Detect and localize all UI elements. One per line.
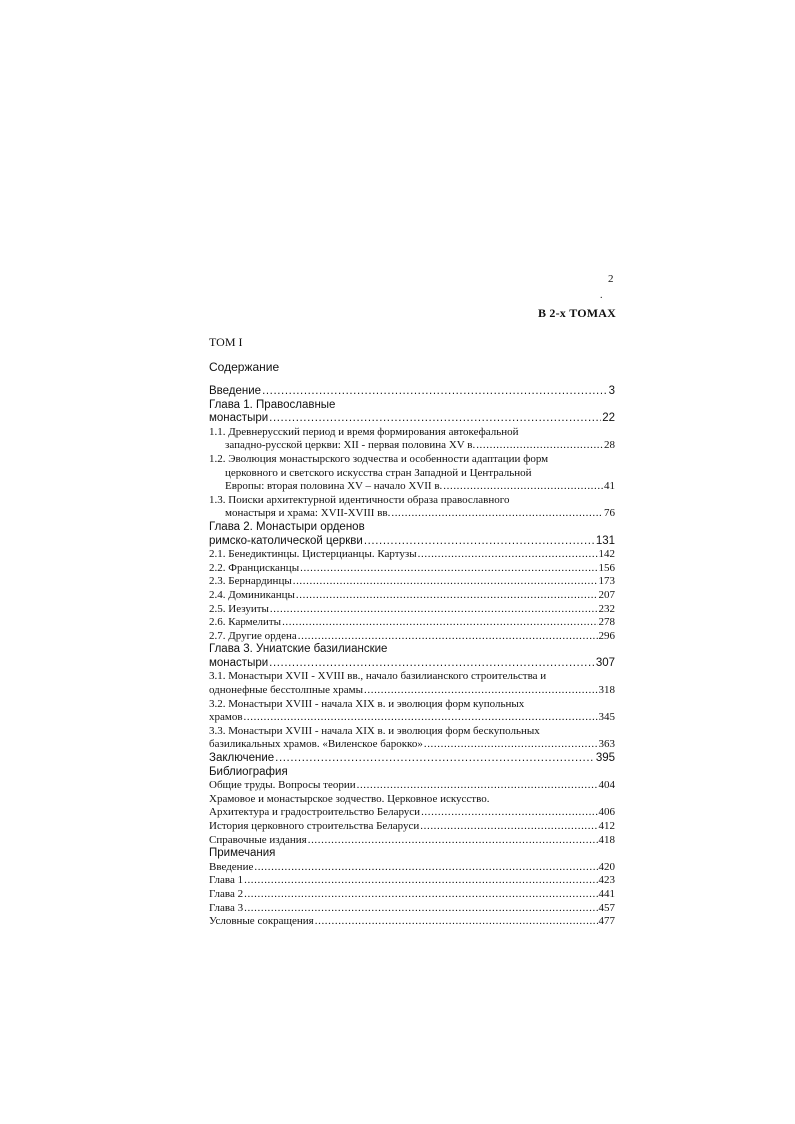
- toc-entry: [209, 806, 615, 820]
- toc-entry-title: 2.4. Доминиканцы: [209, 588, 295, 601]
- toc-entry-page: 207: [598, 588, 615, 601]
- dot-leader: [270, 603, 598, 617]
- toc-entry-title: монастыри: [209, 656, 269, 669]
- toc-entry-title: храмов: [209, 711, 243, 724]
- toc-entry: [209, 902, 615, 916]
- toc-entry-title: 2.1. Бенедиктинцы. Цистерцианцы. Картузы: [209, 548, 417, 561]
- toc-entry: [209, 657, 615, 671]
- toc-entry: [209, 426, 615, 440]
- toc-entry-title: Заключение: [209, 752, 275, 765]
- dot-leader: [420, 820, 597, 834]
- dot-leader: [269, 412, 601, 426]
- dot-leader: [300, 562, 597, 576]
- dot-leader: [244, 888, 597, 902]
- toc-entry: [209, 684, 615, 698]
- dot-leader: [282, 616, 597, 630]
- dot-leader: [293, 575, 598, 589]
- toc-entry-title: Глава 2. Монастыри орденов: [209, 520, 365, 533]
- dot-leader: [421, 806, 597, 820]
- toc-entry-title: монастыря и храма: XVII-XVIII вв.: [225, 507, 391, 520]
- toc-entry-title: Глава 1. Православные: [209, 398, 336, 411]
- contents-heading: Содержание: [209, 360, 280, 374]
- dot-leader: [269, 657, 595, 671]
- dot-leader: [357, 779, 598, 793]
- toc-entry-title: Европы: вторая половина XV – начало XVII в.: [225, 480, 443, 493]
- toc-entry-page: 420: [598, 860, 615, 873]
- toc-entry: [209, 874, 615, 888]
- toc-entry-page: 318: [598, 684, 615, 697]
- toc-entry: [209, 399, 615, 413]
- table-of-contents: [209, 385, 615, 929]
- toc-entry-page: 142: [598, 548, 615, 561]
- toc-entry: [209, 643, 615, 657]
- toc-entry-page: 3: [608, 385, 615, 397]
- dot-leader: [418, 548, 598, 562]
- toc-entry: [209, 616, 615, 630]
- toc-entry-page: 156: [598, 561, 615, 574]
- toc-entry-page: 296: [598, 629, 615, 642]
- toc-entry-title: 2.7. Другие ордена: [209, 629, 297, 642]
- toc-entry: [209, 888, 615, 902]
- toc-entry: [209, 847, 615, 861]
- toc-entry: [209, 603, 615, 617]
- dot-leader: [254, 861, 597, 875]
- toc-entry: [209, 698, 615, 712]
- toc-entry: [209, 861, 615, 875]
- toc-entry: [209, 779, 615, 793]
- toc-entry: [209, 494, 615, 508]
- toc-entry-title: 3.1. Монастыри XVII - XVIII вв., начало базилианского строительства и: [209, 670, 547, 683]
- toc-entry-page: 232: [598, 602, 615, 615]
- toc-entry-page: 76: [604, 507, 615, 520]
- dot-leader: [244, 902, 597, 916]
- toc-entry: [209, 725, 615, 739]
- dot-leader: [424, 738, 598, 752]
- toc-entry-title: базиликальных храмов. «Виленское барокко»: [209, 738, 423, 751]
- toc-entry-title: 1.3. Поиски архитектурной идентичности образа православного: [209, 493, 510, 506]
- toc-entry-title: Глава 3. Униатские базилианские: [209, 643, 388, 656]
- toc-entry: [209, 793, 615, 807]
- toc-entry-page: 441: [598, 887, 615, 900]
- toc-entry-page: 345: [598, 711, 615, 724]
- toc-entry: [209, 562, 615, 576]
- toc-entry: [209, 711, 615, 725]
- toc-entry-title: 2.3. Бернардинцы: [209, 575, 292, 588]
- toc-entry-title: 3.2. Монастыри XVIII - начала XIX в. и эволюция форм купольных: [209, 697, 525, 710]
- toc-entry-title: 2.2. Францисканцы: [209, 561, 300, 574]
- toc-entry-page: 418: [598, 833, 615, 846]
- dot-leader: [443, 480, 603, 494]
- toc-entry-title: Общие труды. Вопросы теории: [209, 779, 356, 792]
- toc-entry-title: 1.1. Древнерусский период и время формирования автокефальной: [209, 425, 519, 438]
- toc-entry-title: Справочные издания: [209, 833, 307, 846]
- toc-entry-title: Примечания: [209, 847, 276, 860]
- toc-entry-title: Глава 3: [209, 901, 244, 914]
- toc-entry-page: 404: [598, 779, 615, 792]
- toc-entry: [209, 630, 615, 644]
- dot-leader: [391, 507, 603, 521]
- toc-entry-page: 363: [598, 738, 615, 751]
- toc-entry: [209, 670, 615, 684]
- toc-entry-page: 457: [598, 901, 615, 914]
- toc-entry-title: однонефные бесстолпные храмы: [209, 684, 364, 697]
- toc-entry: [209, 752, 615, 766]
- toc-entry-page: 423: [598, 874, 615, 887]
- toc-entry-page: 278: [598, 616, 615, 629]
- toc-entry: [209, 453, 615, 467]
- toc-entry: [209, 439, 615, 453]
- toc-entry-page: 412: [598, 820, 615, 832]
- toc-entry: [209, 385, 615, 399]
- dot-leader: [262, 385, 608, 399]
- toc-entry: [209, 738, 615, 752]
- toc-entry: [209, 467, 615, 481]
- toc-entry-page: 131: [595, 534, 615, 547]
- toc-entry-title: 3.3. Монастыри XVIII - начала XIX в. и эволюция форм бескупольных: [209, 724, 540, 737]
- toc-entry-title: 1.2. Эволюция монастырского зодчества и особенности адаптации форм: [209, 452, 549, 465]
- toc-entry-page: 28: [604, 439, 615, 452]
- toc-entry-title: Архитектура и градостроительство Беларуси: [209, 806, 421, 819]
- toc-entry-page: 395: [595, 752, 615, 765]
- toc-entry: [209, 521, 615, 535]
- toc-entry-title: римско-католической церкви: [209, 534, 363, 547]
- dot-leader: [244, 711, 598, 725]
- toc-entry-title: Глава 2: [209, 887, 244, 900]
- toc-entry: [209, 915, 615, 929]
- dot-leader: [308, 834, 598, 848]
- toc-entry-title: Введение: [209, 385, 262, 397]
- dot-leader: [315, 915, 598, 929]
- dot-mark: .: [600, 290, 603, 301]
- toc-entry-title: 2.5. Иезуиты: [209, 602, 269, 615]
- toc-entry: [209, 589, 615, 603]
- volume-title: ТОМ I: [209, 335, 243, 349]
- toc-entry-title: церковного и светского искусства стран Западной и Центральной: [225, 466, 532, 479]
- toc-entry-page: 41: [604, 480, 615, 493]
- toc-entry: [209, 766, 615, 780]
- toc-entry-title: монастыри: [209, 412, 269, 425]
- toc-entry-title: Библиография: [209, 765, 288, 778]
- dot-leader: [476, 439, 603, 453]
- dot-leader: [364, 684, 597, 698]
- dot-leader: [244, 874, 597, 888]
- volumes-heading: В 2-х ТОМАХ: [538, 306, 617, 320]
- toc-entry: [209, 834, 615, 848]
- toc-entry: [209, 820, 615, 834]
- toc-entry: [209, 575, 615, 589]
- toc-entry-title: Условные сокращения: [209, 915, 314, 928]
- toc-entry-title: Храмовое и монастырское зодчество. Церковное искусство.: [209, 792, 490, 805]
- toc-entry-page: 406: [598, 806, 615, 819]
- toc-entry-title: западно-русской церкви: XII - первая половина XV в.: [225, 439, 476, 452]
- toc-entry: [209, 412, 615, 426]
- dot-leader: [275, 752, 595, 766]
- toc-entry-title: 2.6. Кармелиты: [209, 616, 282, 629]
- toc-entry-page: 307: [595, 656, 615, 669]
- toc-entry-title: История церковного строительства Беларуси: [209, 820, 420, 832]
- dot-leader: [364, 535, 595, 549]
- toc-entry: [209, 507, 615, 521]
- dot-leader: [298, 630, 598, 644]
- dot-leader: [296, 589, 598, 603]
- toc-entry-page: 22: [602, 412, 615, 425]
- toc-entry-page: 477: [598, 915, 615, 928]
- toc-entry: [209, 548, 615, 562]
- toc-entry: [209, 535, 615, 549]
- page-number: 2: [608, 273, 614, 285]
- toc-entry-title: Введение: [209, 860, 254, 873]
- toc-entry-page: 173: [598, 575, 615, 588]
- toc-entry: [209, 480, 615, 494]
- toc-entry-title: Глава 1: [209, 874, 244, 887]
